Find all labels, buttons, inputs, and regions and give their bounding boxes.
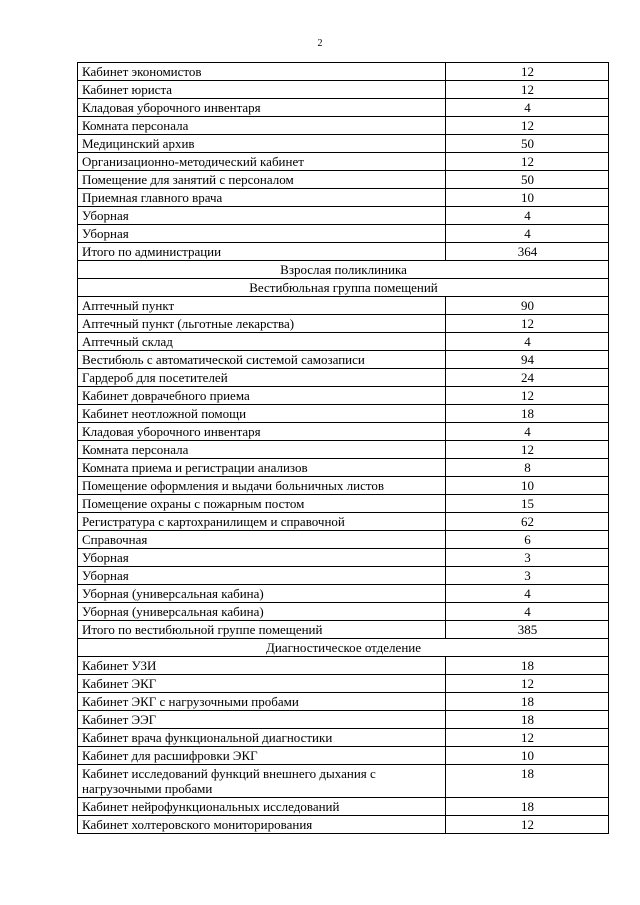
table-row [78, 63, 609, 81]
room-name-cell: Приемная главного врача [78, 189, 446, 207]
section-title: Вестибюльная группа помещений [78, 279, 609, 297]
room-name-cell: Кабинет доврачебного приема [78, 387, 446, 405]
room-name-cell: Кабинет ЭЭГ [78, 711, 446, 729]
room-area-cell: 8 [446, 459, 609, 477]
table-row [78, 171, 609, 189]
room-name-cell: Кабинет нейрофункциональных исследований [78, 798, 446, 816]
table-row [78, 117, 609, 135]
table-row [78, 747, 609, 765]
table-row [78, 81, 609, 99]
room-area-cell: 10 [446, 747, 609, 765]
table-row [78, 477, 609, 495]
rooms-table [77, 62, 609, 834]
table-row [78, 531, 609, 549]
rooms-table-body [78, 63, 609, 834]
room-name-cell: Помещение оформления и выдачи больничных листов [78, 477, 446, 495]
room-name-cell: Помещение для занятий с персоналом [78, 171, 446, 189]
room-name-cell: Уборная [78, 549, 446, 567]
room-area-cell: 12 [446, 729, 609, 747]
room-name-cell: Гардероб для посетителей [78, 369, 446, 387]
room-area-cell: 62 [446, 513, 609, 531]
room-area-cell: 12 [446, 816, 609, 834]
room-name-cell: Аптечный склад [78, 333, 446, 351]
table-row [78, 603, 609, 621]
room-area-cell: 18 [446, 765, 609, 798]
room-name-cell: Кабинет холтеровского мониторирования [78, 816, 446, 834]
room-area-cell: 6 [446, 531, 609, 549]
table-row [78, 765, 609, 798]
room-name-cell: Кабинет юриста [78, 81, 446, 99]
table-row [78, 99, 609, 117]
room-area-cell: 10 [446, 477, 609, 495]
room-area-cell: 12 [446, 675, 609, 693]
table-row [78, 351, 609, 369]
room-area-cell: 15 [446, 495, 609, 513]
room-area-cell: 18 [446, 693, 609, 711]
room-name-cell: Комната персонала [78, 441, 446, 459]
table-row [78, 513, 609, 531]
section-header-row [78, 261, 609, 279]
section-header-row [78, 279, 609, 297]
room-area-cell: 94 [446, 351, 609, 369]
room-area-cell: 4 [446, 225, 609, 243]
room-name-cell: Уборная [78, 225, 446, 243]
table-row [78, 405, 609, 423]
room-name-cell: Кабинет УЗИ [78, 657, 446, 675]
room-name-cell: Уборная [78, 207, 446, 225]
table-row [78, 693, 609, 711]
table-row [78, 153, 609, 171]
room-area-cell: 18 [446, 657, 609, 675]
table-row [78, 585, 609, 603]
room-area-cell: 4 [446, 207, 609, 225]
room-area-cell: 12 [446, 153, 609, 171]
room-area-cell: 12 [446, 117, 609, 135]
room-name-cell: Кабинет для расшифровки ЭКГ [78, 747, 446, 765]
room-name-cell: Кабинет ЭКГ с нагрузочными пробами [78, 693, 446, 711]
room-name-cell: Регистратура с картохранилищем и справочной [78, 513, 446, 531]
room-name-cell: Итого по вестибюльной группе помещений [78, 621, 446, 639]
room-name-cell: Кабинет врача функциональной диагностики [78, 729, 446, 747]
table-row [78, 135, 609, 153]
room-area-cell: 3 [446, 549, 609, 567]
room-area-cell: 12 [446, 387, 609, 405]
room-area-cell: 50 [446, 135, 609, 153]
room-area-cell: 18 [446, 711, 609, 729]
table-row [78, 369, 609, 387]
room-area-cell: 18 [446, 798, 609, 816]
room-name-cell: Организационно-методический кабинет [78, 153, 446, 171]
room-name-cell: Медицинский архив [78, 135, 446, 153]
room-area-cell: 50 [446, 171, 609, 189]
table-row [78, 243, 609, 261]
table-row [78, 729, 609, 747]
room-area-cell: 4 [446, 423, 609, 441]
table-row [78, 207, 609, 225]
room-area-cell: 4 [446, 603, 609, 621]
room-area-cell: 24 [446, 369, 609, 387]
table-row [78, 495, 609, 513]
table-row [78, 441, 609, 459]
room-name-cell: Справочная [78, 531, 446, 549]
room-area-cell: 4 [446, 585, 609, 603]
table-row [78, 459, 609, 477]
table-row [78, 387, 609, 405]
room-area-cell: 4 [446, 99, 609, 117]
room-name-cell: Кладовая уборочного инвентаря [78, 423, 446, 441]
room-name-cell: Уборная [78, 567, 446, 585]
table-row [78, 423, 609, 441]
room-name-cell: Вестибюль с автоматической системой самозаписи [78, 351, 446, 369]
room-area-cell: 364 [446, 243, 609, 261]
table-row [78, 225, 609, 243]
room-name-cell: Кабинет исследований функций внешнего дыхания с нагрузочными пробами [78, 765, 446, 798]
table-row [78, 549, 609, 567]
room-area-cell: 385 [446, 621, 609, 639]
table-row [78, 711, 609, 729]
table-row [78, 657, 609, 675]
room-area-cell: 4 [446, 333, 609, 351]
table-row [78, 567, 609, 585]
room-area-cell: 12 [446, 315, 609, 333]
room-name-cell: Уборная (универсальная кабина) [78, 603, 446, 621]
room-name-cell: Кабинет неотложной помощи [78, 405, 446, 423]
section-header-row [78, 639, 609, 657]
room-name-cell: Аптечный пункт (льготные лекарства) [78, 315, 446, 333]
room-area-cell: 90 [446, 297, 609, 315]
table-row [78, 189, 609, 207]
section-title: Диагностическое отделение [78, 639, 609, 657]
table-row [78, 675, 609, 693]
table-row [78, 621, 609, 639]
room-name-cell: Помещение охраны с пожарным постом [78, 495, 446, 513]
table-row [78, 333, 609, 351]
room-name-cell: Уборная (универсальная кабина) [78, 585, 446, 603]
room-name-cell: Кладовая уборочного инвентаря [78, 99, 446, 117]
room-area-cell: 12 [446, 63, 609, 81]
room-area-cell: 12 [446, 441, 609, 459]
room-area-cell: 10 [446, 189, 609, 207]
table-row [78, 798, 609, 816]
table-row [78, 816, 609, 834]
room-name-cell: Кабинет ЭКГ [78, 675, 446, 693]
room-area-cell: 12 [446, 81, 609, 99]
room-name-cell: Кабинет экономистов [78, 63, 446, 81]
section-title: Взрослая поликлиника [78, 261, 609, 279]
room-name-cell: Комната персонала [78, 117, 446, 135]
room-name-cell: Итого по администрации [78, 243, 446, 261]
room-name-cell: Аптечный пункт [78, 297, 446, 315]
room-area-cell: 18 [446, 405, 609, 423]
room-name-cell: Комната приема и регистрации анализов [78, 459, 446, 477]
table-row [78, 315, 609, 333]
table-row [78, 297, 609, 315]
page-number: 2 [317, 38, 323, 49]
room-area-cell: 3 [446, 567, 609, 585]
